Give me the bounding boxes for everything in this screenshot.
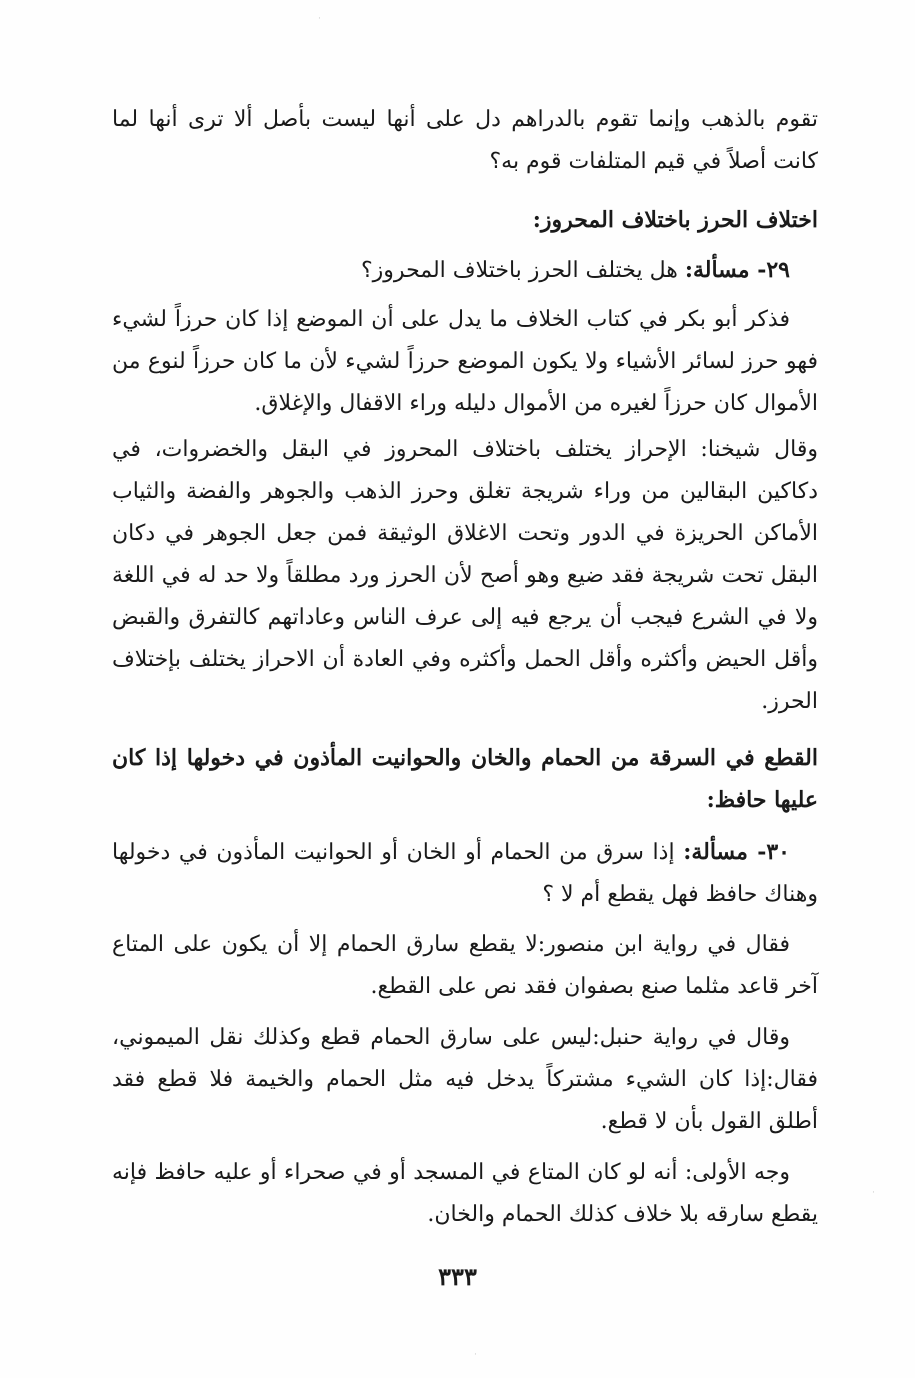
scan-speck: · [872, 1188, 875, 1198]
paragraph-29-a: فذكر أبو بكر في كتاب الخلاف ما يدل على أن الموضع إذا كان حرزاً لشيء فهو حرز لسائر الأشياء ولا يكون الموضع حرزاً لشيء لأن ما كان حرزاً لنوع من الأموال كان حرزاً لغيره من الأموال دليله وراء الاقفال والإغلاق. [112, 307, 818, 416]
question-30-number: ٣٠- مسألة: [683, 839, 790, 865]
intro-paragraph: تقوم بالذهب وإنما تقوم بالدراهم دل على أنها ليست بأصل ألا ترى أنها لما كانت أصلاً في قيم المتلفات قوم به؟ [112, 107, 818, 174]
page-number: ٣٣٣ [438, 1262, 477, 1291]
question-29 [112, 249, 818, 292]
question-29-text: هل يختلف الحرز باختلاف المحروز؟ [361, 258, 685, 283]
scan-speck: · [318, 14, 321, 24]
paragraph-30-c: وجه الأولى: أنه لو كان المتاع في المسجد أو في صحراء أو عليه حافظ فإنه يقطع سارقه بلا خلاف كذلك الحمام والخان. [112, 1160, 818, 1227]
paragraph-30-b: وقال في رواية حنبل:ليس على سارق الحمام قطع وكذلك نقل الميموني، فقال:إذا كان الشيء مشتركاً يدخل فيه مثل الحمام والخيمة فلا قطع فقد أطلق القول بأن لا قطع. [112, 1025, 818, 1134]
section-heading-29: اختلاف الحرز باختلاف المحروز: [532, 207, 818, 233]
section-heading-30: القطع في السرقة من الحمام والخان والحوانيت المأذون في دخولها إذا كان عليها حافظ: [112, 745, 818, 813]
question-29-number: ٢٩- مسألة: [684, 257, 790, 283]
paragraph-30-a: فقال في رواية ابن منصور:لا يقطع سارق الحمام إلا أن يكون على المتاع آخر قاعد مثلما صنع بصفوان فقد نص على القطع. [112, 932, 818, 999]
paragraph-29-b: وقال شيخنا: الإحراز يختلف باختلاف المحروز في البقل والخضروات، في دكاكين البقالين من وراء شريجة تغلق وحرز الذهب والجوهر والفضة والثياب الأماكن الحريزة في الدور وتحت الاغلاق الوثيقة فمن جعل الجوهر في دكان البقل تحت شريجة فقد ضيع وهو أصح لأن الحرز ورد مطلقاً ولا حد له في اللغة ولا في الشرع فيجب أن يرجع فيه إلى عرف الناس وعاداتهم كالتفرق والقبض وأقل الحيض وأكثره وأقل الحمل وأكثره وفي العادة أن الاحراز يختلف بإختلاف الحرز. [112, 437, 818, 714]
question-30-text: إذا سرق من الحمام أو الخان أو الحوانيت المأذون في دخولها وهناك حافظ فهل يقطع أم لا ؟ [112, 840, 818, 907]
scan-speck: · [474, 1350, 477, 1360]
question-30 [112, 831, 818, 916]
